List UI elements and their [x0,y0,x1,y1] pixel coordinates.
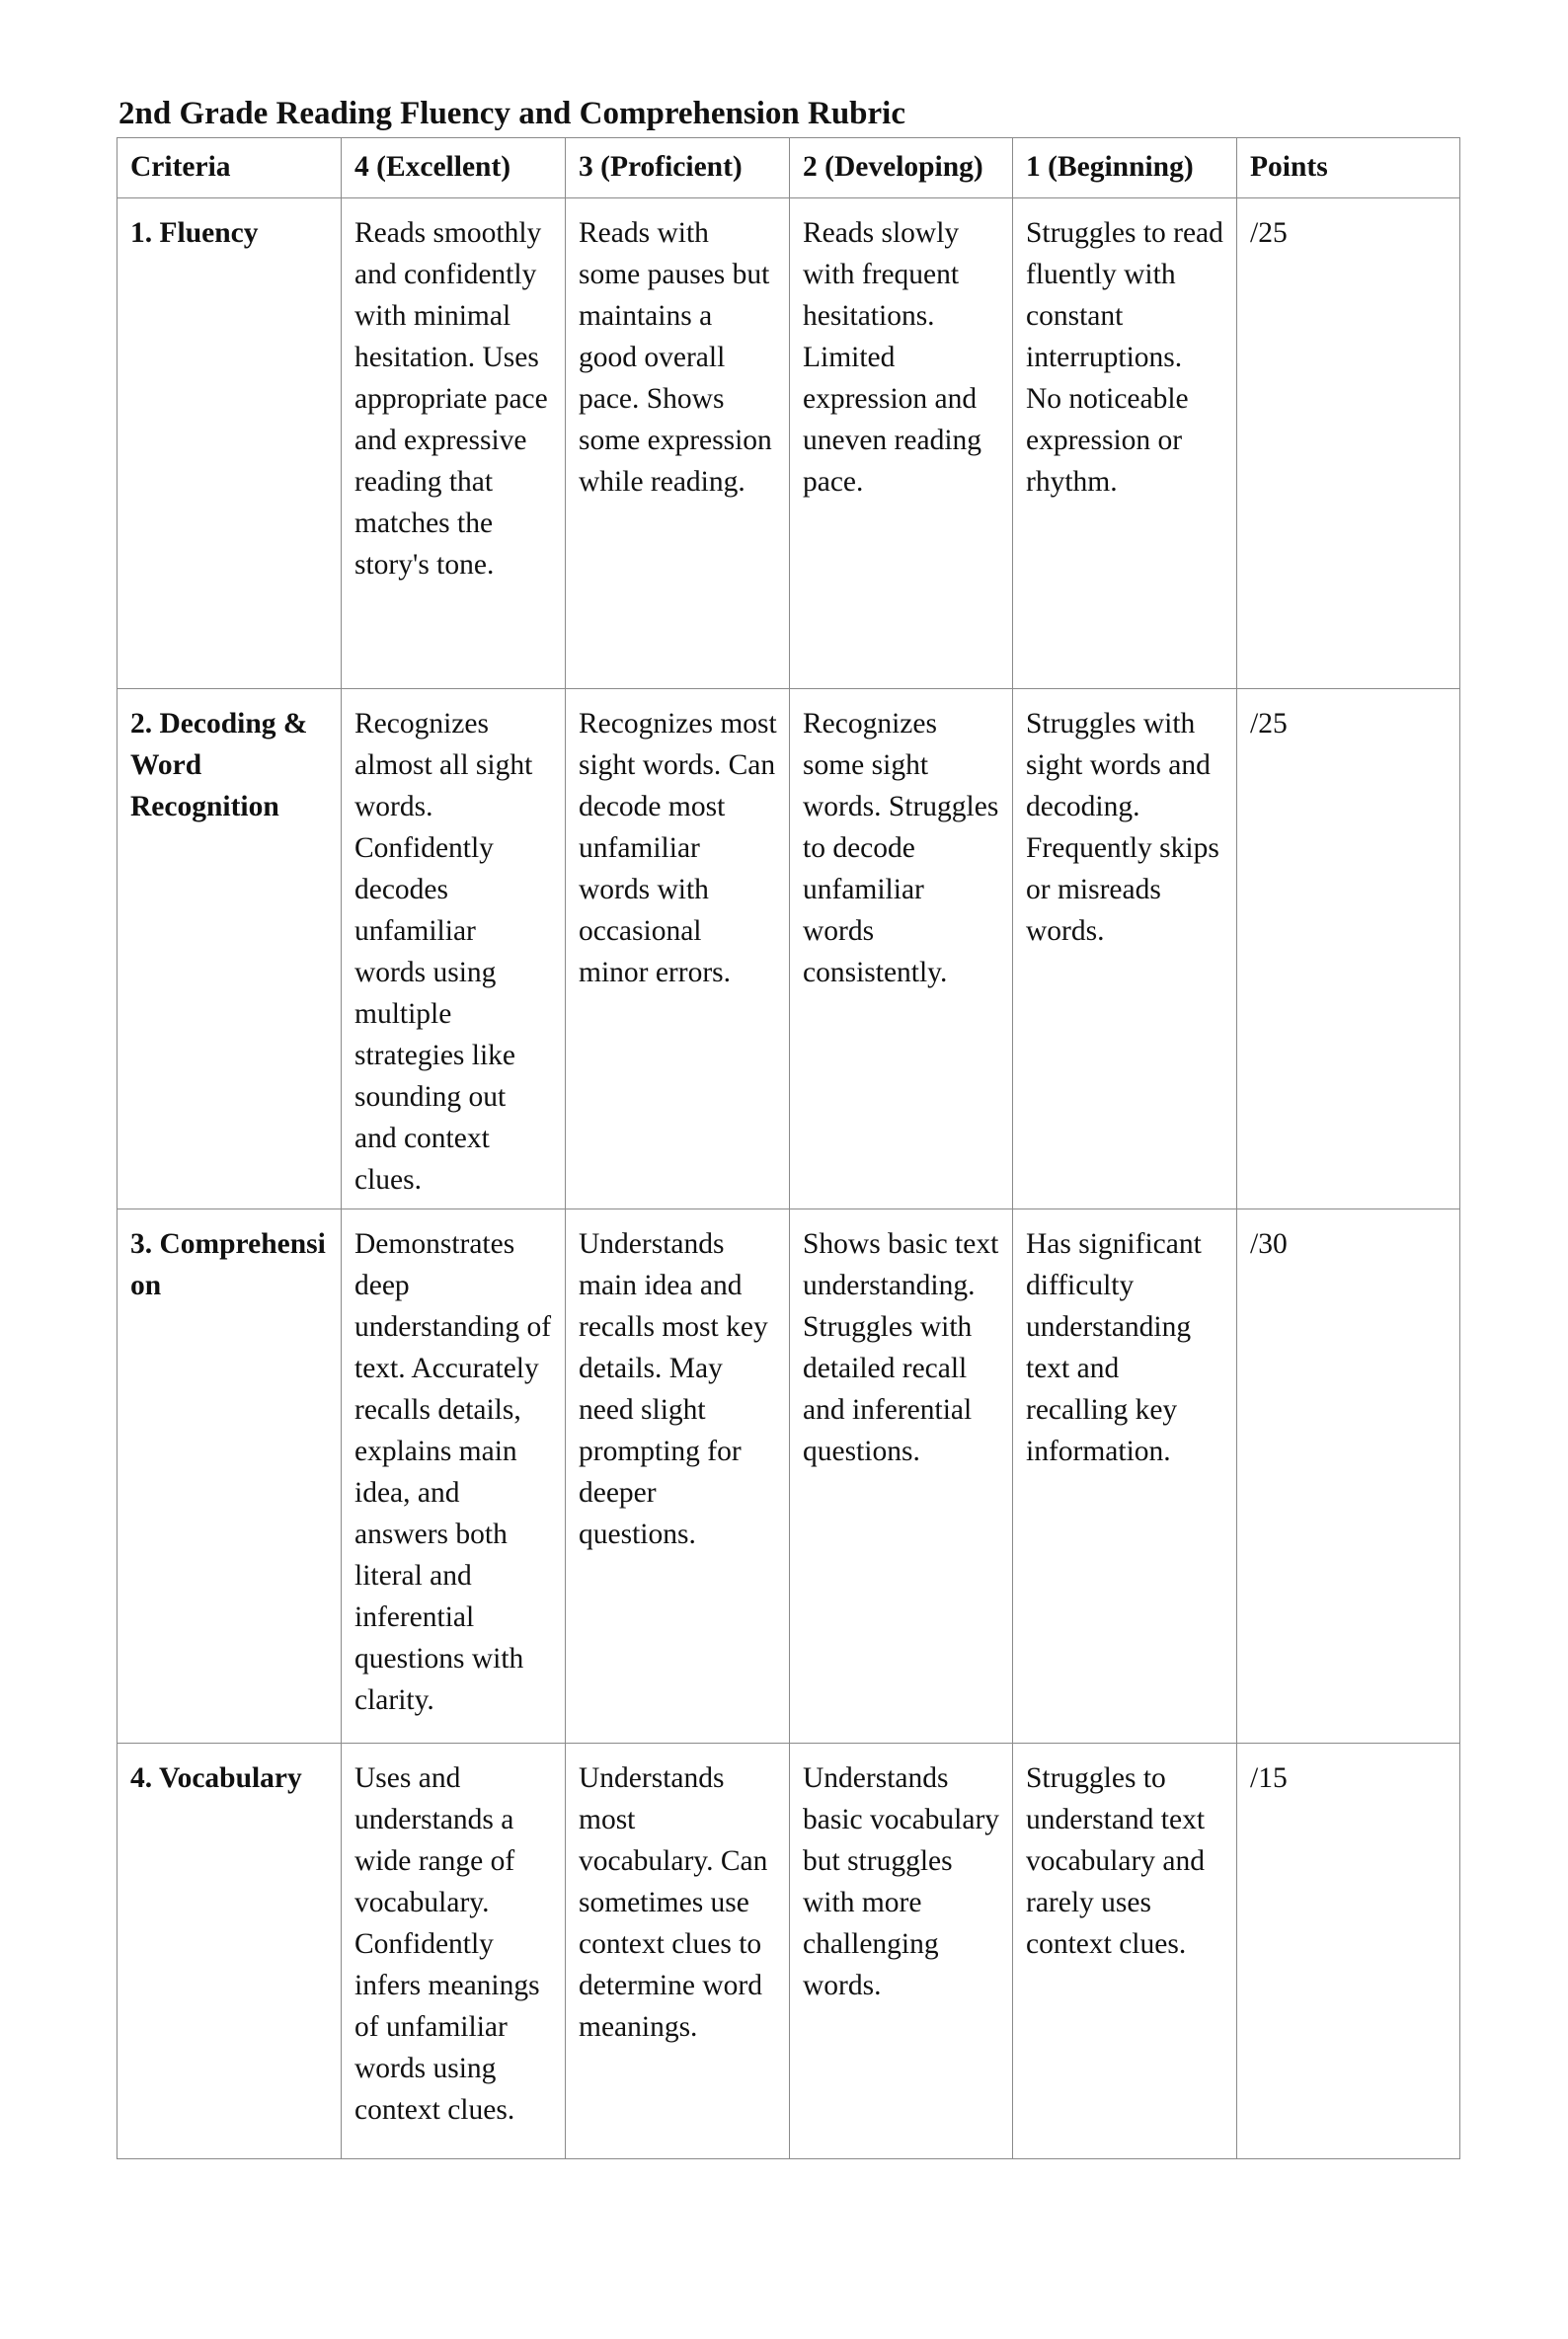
level-4-cell: Demonstrates deep understanding of text. Accurately recalls details, explains main idea, and answers both literal and inferential questions with clarity. [342,1209,566,1744]
header-level-1: 1 (Beginning) [1013,138,1237,198]
header-level-3: 3 (Proficient) [566,138,790,198]
table-header-row [118,138,1460,198]
header-level-2: 2 (Developing) [790,138,1013,198]
rubric-table [117,137,1460,2159]
level-3-cell: Understands most vocabulary. Can sometimes use context clues to determine word meanings. [566,1744,790,2159]
criteria-cell: 4. Vocabulary [118,1744,342,2159]
header-level-4: 4 (Excellent) [342,138,566,198]
level-2-cell: Recognizes some sight words. Struggles to decode unfamiliar words consistently. [790,689,1013,1209]
header-criteria: Criteria [118,138,342,198]
document-page [117,92,1459,2159]
table-row [118,689,1460,1209]
level-2-cell: Reads slowly with frequent hesitations. Limited expression and uneven reading pace. [790,198,1013,689]
table-row [118,1209,1460,1744]
level-4-cell: Recognizes almost all sight words. Confidently decodes unfamiliar words using multiple strategies like sounding out and context clues. [342,689,566,1209]
table-row [118,198,1460,689]
header-points: Points [1237,138,1460,198]
table-row [118,1744,1460,2159]
points-cell: /25 [1237,198,1460,689]
points-cell: /25 [1237,689,1460,1209]
level-1-cell: Has significant difficulty understanding text and recalling key information. [1013,1209,1237,1744]
document-title: 2nd Grade Reading Fluency and Comprehension Rubric [118,96,905,131]
level-4-cell: Uses and understands a wide range of vocabulary. Confidently infers meanings of unfamiliar words using context clues. [342,1744,566,2159]
level-1-cell: Struggles to understand text vocabulary and rarely uses context clues. [1013,1744,1237,2159]
points-cell: /30 [1237,1209,1460,1744]
level-4-cell: Reads smoothly and confidently with minimal hesitation. Uses appropriate pace and expressive reading that matches the story's tone. [342,198,566,689]
level-1-cell: Struggles with sight words and decoding. Frequently skips or misreads words. [1013,689,1237,1209]
criteria-cell: 1. Fluency [118,198,342,689]
level-2-cell: Shows basic text understanding. Struggles with detailed recall and inferential questions. [790,1209,1013,1744]
criteria-cell: 2. Decoding & Word Recognition [118,689,342,1209]
level-3-cell: Understands main idea and recalls most key details. May need slight prompting for deeper questions. [566,1209,790,1744]
level-2-cell: Understands basic vocabulary but struggles with more challenging words. [790,1744,1013,2159]
level-1-cell: Struggles to read fluently with constant interruptions. No noticeable expression or rhythm. [1013,198,1237,689]
points-cell: /15 [1237,1744,1460,2159]
level-3-cell: Reads with some pauses but maintains a good overall pace. Shows some expression while reading. [566,198,790,689]
criteria-cell: 3. Comprehension [118,1209,342,1744]
level-3-cell: Recognizes most sight words. Can decode most unfamiliar words with occasional minor errors. [566,689,790,1209]
